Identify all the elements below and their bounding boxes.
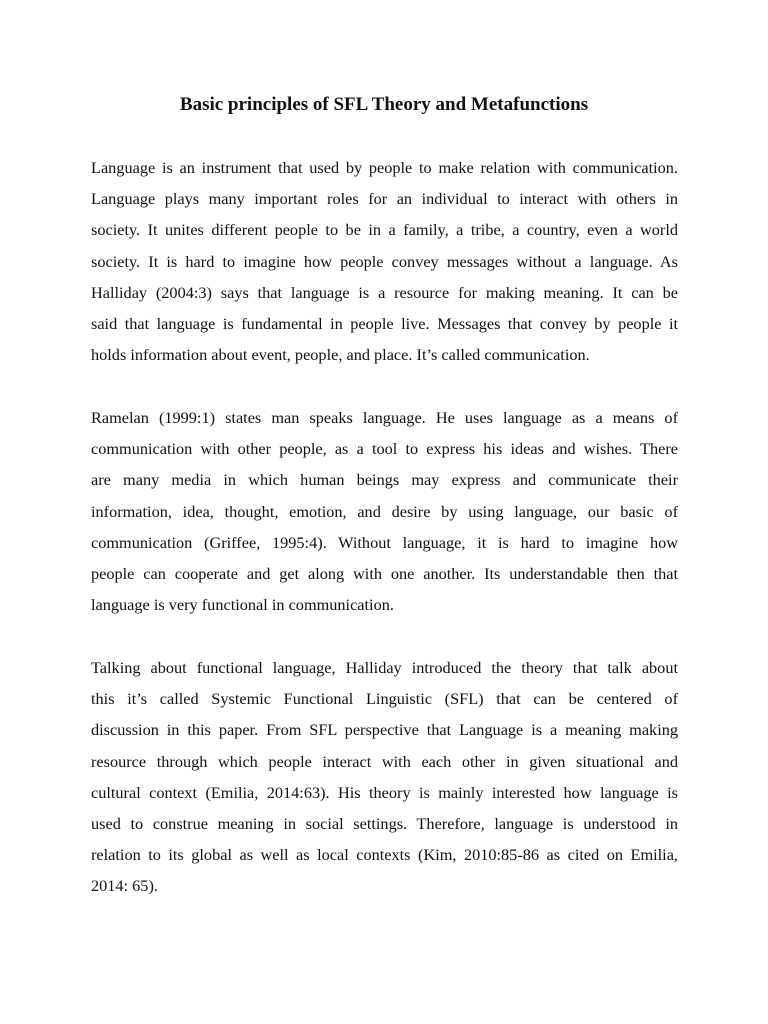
text-line: used to construe meaning in social settings. Therefore, language is understood in: [91, 813, 678, 833]
text-line: 2014: 65).: [91, 876, 158, 896]
text-line: discussion in this paper. From SFL perspective that Language is a meaning making: [91, 720, 678, 740]
text-line: Language plays many important roles for an individual to interact with others in: [91, 189, 678, 209]
text-line: resource through which people interact with each other in given situational and: [91, 751, 678, 771]
text-line: communication (Griffee, 1995:4). Without language, it is hard to imagine how: [91, 532, 678, 552]
paragraph-functional-language: [91, 652, 678, 902]
text-line: Halliday (2004:3) says that language is a resource for making meaning. It can be: [91, 282, 678, 302]
text-line: people can cooperate and get along with one another. Its understandable then that: [91, 563, 678, 583]
text-line: Language is an instrument that used by people to make relation with communication.: [91, 158, 678, 177]
text-line: Talking about functional language, Halliday introduced the theory that talk about: [91, 658, 678, 677]
paragraph-intro: [91, 152, 678, 370]
text-line: language is very functional in communication.: [91, 595, 394, 615]
text-line: relation to its global as well as local contexts (Kim, 2010:85-86 as cited on Emilia,: [91, 845, 678, 865]
text-line: society. It is hard to imagine how people convey messages without a language. As: [91, 251, 678, 271]
text-line: communication with other people, as a tool to express his ideas and wishes. There: [91, 439, 678, 459]
text-line: said that language is fundamental in people live. Messages that convey by people it: [91, 313, 678, 333]
text-line: information, idea, thought, emotion, and desire by using language, our basic of: [91, 501, 678, 521]
text-line: this it’s called Systemic Functional Linguistic (SFL) that can be centered of: [91, 689, 678, 709]
text-line: cultural context (Emilia, 2014:63). His theory is mainly interested how language is: [91, 782, 678, 802]
text-line: holds information about event, people, and place. It’s called communication.: [91, 345, 590, 365]
paragraph-ramelan: [91, 402, 678, 620]
text-line: society. It unites different people to be in a family, a tribe, a country, even a world: [91, 220, 678, 240]
text-line: are many media in which human beings may express and communicate their: [91, 470, 678, 490]
text-line: Ramelan (1999:1) states man speaks language. He uses language as a means of: [91, 408, 678, 427]
page-title: Basic principles of SFL Theory and Metafunctions: [179, 94, 589, 115]
